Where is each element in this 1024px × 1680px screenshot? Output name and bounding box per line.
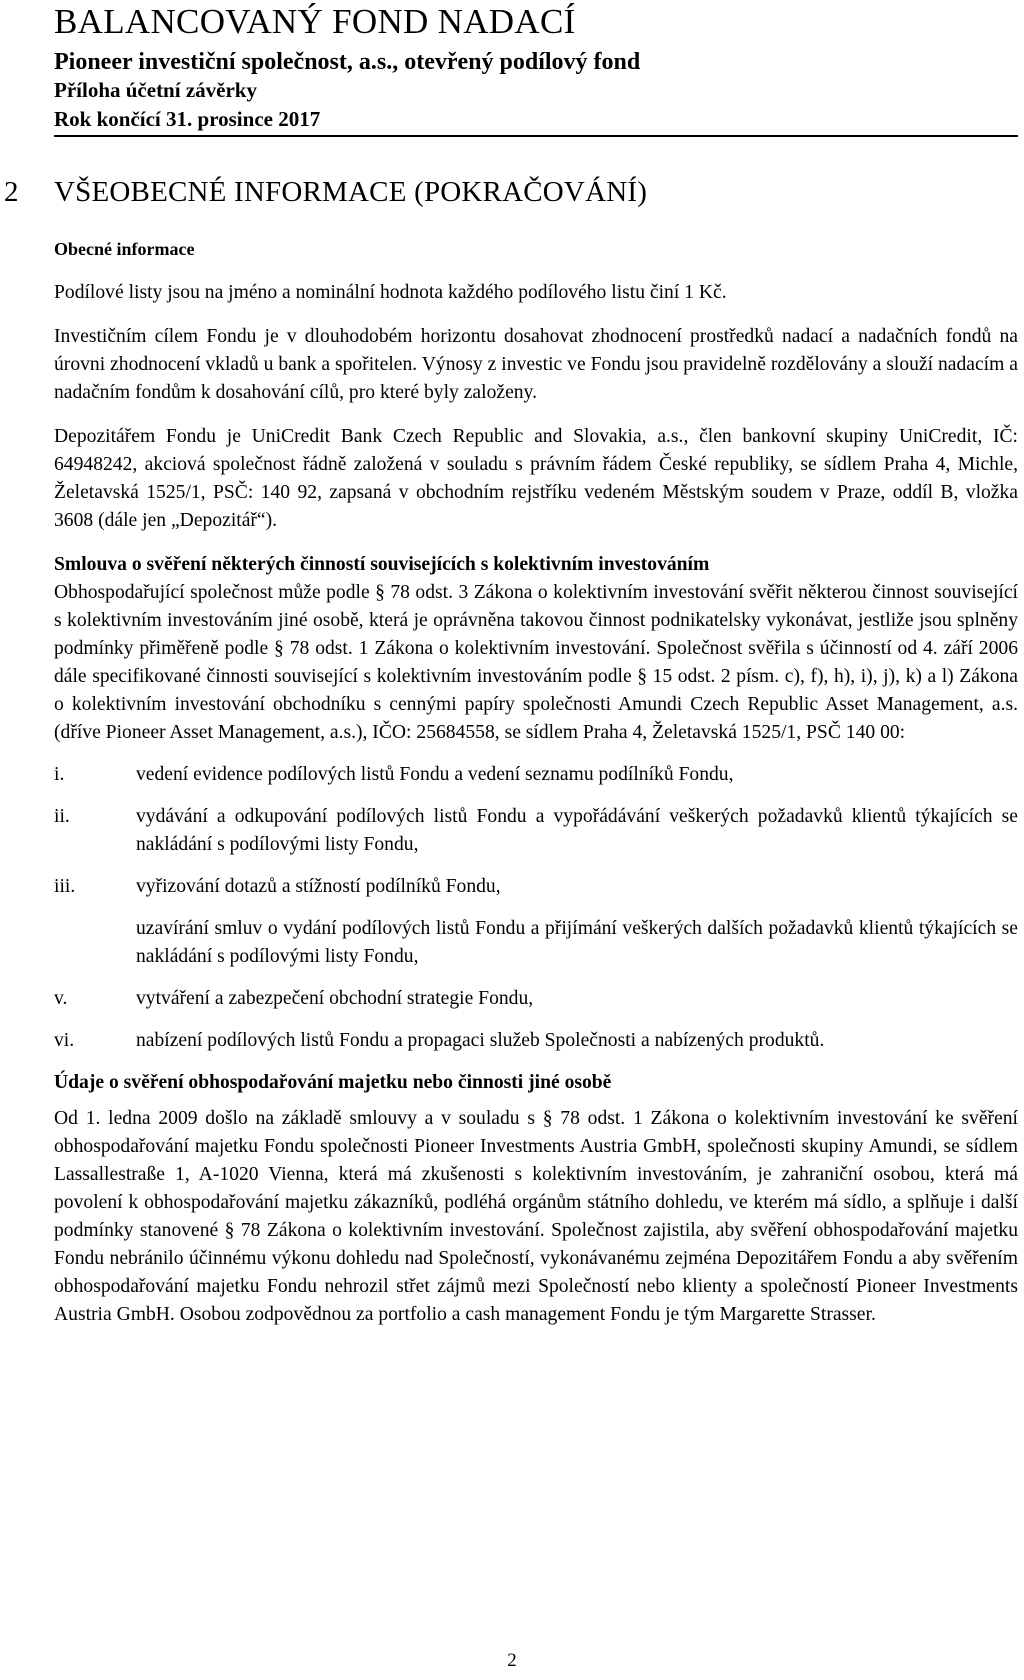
header-divider (54, 135, 1018, 137)
activities-list (54, 761, 1018, 1055)
list-item-number: vi. (54, 1030, 75, 1051)
year-end-label: Rok končící 31. prosince 2017 (54, 107, 321, 131)
section-title: VŠEOBECNÉ INFORMACE (POKRAČOVÁNÍ) (54, 176, 648, 208)
list-item-text: uzavírání smluv o vydání podílových listů Fondu a přijímání veškerých dalších požadavků klientů týkajících se nakládání s podílovými listy Fondu, (136, 918, 1018, 967)
contract-heading: Smlouva o svěření některých činností souvisejících s kolektivním investováním (54, 554, 710, 575)
list-item-number (54, 915, 136, 971)
section-number: 2 (4, 176, 19, 208)
list-item-text: vydávání a odkupování podílových listů Fondu a vypořádávání veškerých požadavků klientů týkajících se nakládání s podílovými listy Fondu, (136, 806, 1018, 855)
document-body (54, 235, 1018, 1329)
list-item (54, 761, 1018, 789)
list-item (54, 985, 1018, 1013)
investment-goal-paragraph: Investičním cílem Fondu je v dlouhodobém horizontu dosahovat zhodnocení prostředků nadací a nadačních fondů na úrovni zhodnocení vkladů u bank a spořitelen. Výnosy z investic ve Fondu jsou pravidelně rozdělovány a slouží nadacím a nadačním fondům k dosahování cílů, pro které byly založeny. (54, 326, 1018, 403)
list-item-text: vedení evidence podílových listů Fondu a vedení seznamu podílníků Fondu, (136, 764, 734, 785)
list-item (54, 873, 1018, 901)
list-item-text: vytváření a zabezpečení obchodní strategie Fondu, (136, 988, 534, 1009)
list-item-number: v. (54, 988, 68, 1009)
annex-label: Příloha účetní závěrky (54, 78, 257, 102)
delegation-heading: Údaje o svěření obhospodařování majetku nebo činnosti jiné osobě (54, 1072, 612, 1093)
document-title: BALANCOVANÝ FOND NADACÍ (54, 2, 576, 41)
list-item (54, 915, 1018, 971)
list-item-text: vyřizování dotazů a stížností podílníků Fondu, (136, 876, 501, 897)
list-item (54, 803, 1018, 859)
page-number: 2 (507, 1650, 517, 1671)
fund-company-name: Pioneer investiční společnost, a.s., otevřený podílový fond (54, 49, 641, 75)
list-item-number: ii. (54, 806, 70, 827)
list-item-number: iii. (54, 876, 76, 897)
list-item (54, 1027, 1018, 1055)
units-paragraph: Podílové listy jsou na jméno a nominální hodnota každého podílového listu činí 1 Kč. (54, 282, 727, 303)
general-info-heading: Obecné informace (54, 239, 195, 259)
contract-paragraph: Obhospodařující společnost může podle § 78 odst. 3 Zákona o kolektivním investování svěřit některou činnost související s kolektivním investováním jiné osobě, která je oprávněna takovou činnost podnikatelsky vykonávat, jestliže jsou splněny podmínky přiměřeně podle § 78 odst. 1 Zákona o kolektivním investování. Společnost svěřila s účinností od 4. září 2006 dále specifikované činnosti související s kolektivním investováním podle § 15 odst. 2 písm. c), f), h), i), j), k) a l) Zákona o kolektivním investování obchodníku s cennými papíry společnosti Amundi Czech Republic Asset Management, a.s. (dříve Pioneer Asset Management, a.s.), IČO: 25684558, se sídlem Praha 4, Želetavská 1525/1, PSČ 140 00: (54, 582, 1018, 743)
list-item-text: nabízení podílových listů Fondu a propagaci služeb Společnosti a nabízených produktů. (136, 1030, 825, 1051)
depositary-paragraph: Depozitářem Fondu je UniCredit Bank Czech Republic and Slovakia, a.s., člen bankovní skupiny UniCredit, IČ: 64948242, akciová společnost řádně založená v souladu s právním řádem České republiky, se sídlem Praha 4, Michle, Želetavská 1525/1, PSČ: 140 92, zapsaná v obchodním rejstříku vedeném Městským soudem v Praze, oddíl B, vložka 3608 (dále jen „Depozitář“). (54, 426, 1018, 531)
list-item-number: i. (54, 764, 65, 785)
delegation-paragraph: Od 1. ledna 2009 došlo na základě smlouvy a v souladu s § 78 odst. 1 Zákona o kolektivním investování ke svěření obhospodařování majetku Fondu společnosti Pioneer Investments Austria GmbH, společnosti skupiny Amundi, se sídlem Lassallestraße 1, A-1020 Vienna, která má zkušenosti s kolektivním investováním, je zahraniční osobou, která má povolení k obhospodařování majetku zákazníků, podléhá orgánům státního dohledu, ve kterém má sídlo, a splňuje i další podmínky stanovené § 78 Zákona o kolektivním investování. Společnost zajistila, aby svěření obhospodařování majetku Fondu nebránilo účinnému výkonu dohledu nad Společností, vykonávanému zejména Depozitářem Fondu a aby svěřením obhospodařování majetku Fondu nehrozil střet zájmů mezi Společností nebo klienty a společností Pioneer Investments Austria GmbH. Osobou zodpovědnou za portfolio a cash management Fondu je tým Margarette Strasser. (54, 1108, 1018, 1325)
